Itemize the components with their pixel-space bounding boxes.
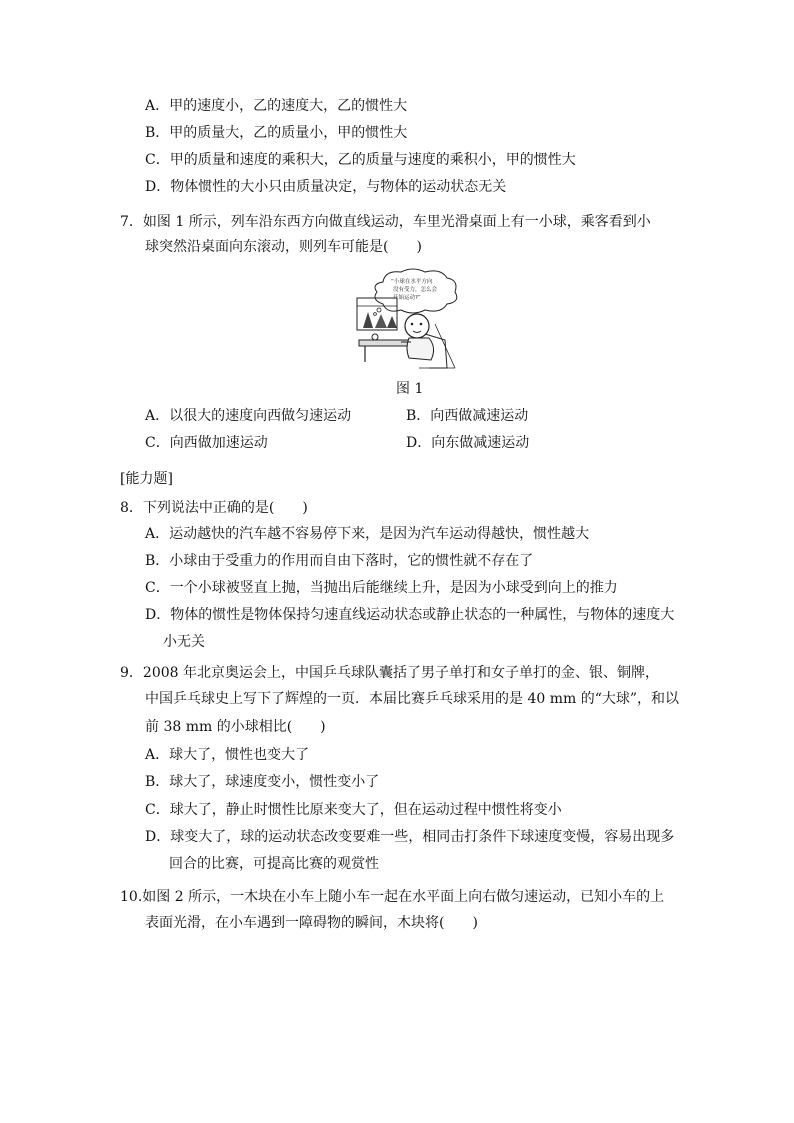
q6-option-c: C．甲的质量和速度的乘积大，乙的质量与速度的乘积小，甲的惯性大 <box>145 152 576 168</box>
figure-bubble-text-3: 开始运动?” <box>393 295 421 301</box>
q8-option-a: A．运动越快的汽车越不容易停下来，是因为汽车运动得越快，惯性越大 <box>145 526 590 542</box>
section-label: [能力题] <box>120 471 173 487</box>
q9-stem-line-3: 前 38 mm 的小球相比( ) <box>145 719 326 735</box>
q8-stem: 8．下列说法中正确的是( ) <box>120 500 308 516</box>
q10-stem-line-1: 10.如图 2 所示，一木块在小车上随小车一起在水平面上向右做匀速运动，已知小车的上 <box>120 889 665 905</box>
q6-option-b: B．甲的质量大，乙的质量小，甲的惯性大 <box>145 125 408 141</box>
figure-1-illustration <box>355 268 467 374</box>
q7-option-c: C．向西做加速运动 <box>145 435 268 451</box>
q7-stem-line-2: 球突然沿桌面向东滚动，则列车可能是( ) <box>145 239 422 255</box>
q7-stem-line-1: 7．如图 1 所示，列车沿东西方向做直线运动，车里光滑桌面上有一小球，乘客看到小 <box>120 214 651 230</box>
q8-option-b: B．小球由于受重力的作用而自由下落时，它的惯性就不存在了 <box>145 553 534 569</box>
q7-option-d: D．向东做减速运动 <box>406 435 530 451</box>
q8-option-d-line-1: D．物体的惯性是物体保持匀速直线运动状态或静止状态的一种属性，与物体的速度大 <box>145 607 675 623</box>
q7-option-a: A．以很大的速度向西做匀速运动 <box>145 408 352 424</box>
q6-option-d: D．物体惯性的大小只由质量决定，与物体的运动状态无关 <box>145 179 507 195</box>
q9-option-d-line-1: D．球变大了，球的运动状态改变要难一些，相同击打条件下球速度变慢，容易出现多 <box>145 829 675 845</box>
q9-option-c: C．球大了，静止时惯性比原来变大了，但在运动过程中惯性将变小 <box>145 802 562 818</box>
q9-option-a: A．球大了，惯性也变大了 <box>145 747 310 763</box>
figure-bubble-text-2: 没有受力，怎么会 <box>393 287 438 293</box>
train-passenger-drawing <box>355 268 467 374</box>
q9-option-d-line-2: 回合的比赛，可提高比赛的观赏性 <box>169 856 379 872</box>
figure-bubble-text-1: “小球在水平方向 <box>391 279 433 285</box>
q8-option-c: C．一个小球被竖直上抛，当抛出后能继续上升，是因为小球受到向上的推力 <box>145 580 618 596</box>
q10-stem-line-2: 表面光滑，在小车遇到一障碍物的瞬间，木块将( ) <box>145 915 478 931</box>
q7-option-b: B．向西做减速运动 <box>406 408 529 424</box>
q6-option-a: A．甲的速度小，乙的速度大，乙的惯性大 <box>145 98 408 114</box>
q9-option-b: B．球大了，球速度变小，惯性变小了 <box>145 774 380 790</box>
q8-option-d-line-2: 小无关 <box>163 634 205 650</box>
q9-stem-line-2: 中国乒乓球史上写下了辉煌的一页．本届比赛乒乓球采用的是 40 mm 的“大球”，和以 <box>145 691 680 707</box>
q9-stem-line-1: 9．2008 年北京奥运会上，中国乒乓球队囊括了男子单打和女子单打的金、银、铜牌， <box>120 665 659 681</box>
figure-1-caption: 图 1 <box>396 381 424 397</box>
